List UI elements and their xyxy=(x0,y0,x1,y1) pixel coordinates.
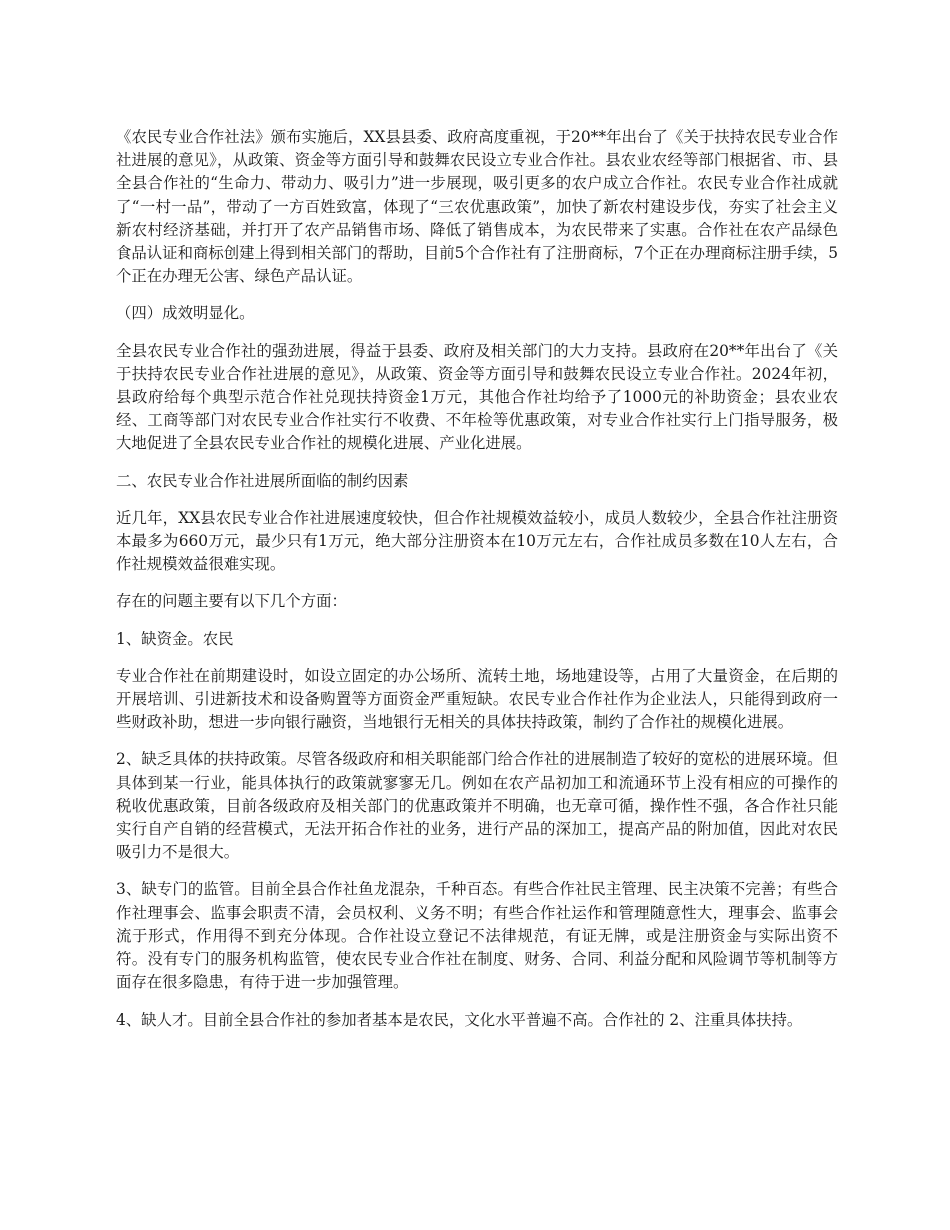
item-lack-of-talent: 4、缺人才。目前全县合作社的参加者基本是农民，文化水平普遍不高。合作社的 2、注重具体扶持。 xyxy=(116,1010,803,1029)
document-page xyxy=(116,126,838,1046)
paragraph-government-support: 全县农民专业合作社的强劲进展，得益于县委、政府及相关部门的大力支持。县政府在20**年出台了《关于扶持农民专业合作社进展的意见》，从政策、资金等方面引导和鼓舞农民设立专业合作社。2024年初，县政府给每个典型示范合作社兑现扶持资金1万元，其他合作社均给予了1000元的补助资金；县农业农经、工商等部门对农民专业合作社实行不收费、不年检等优惠政策，对专业合作社实行上门指导服务，极大地促进了全县农民专业合作社的规模化进展、产业化进展。 xyxy=(116,341,838,453)
paragraph-scale-issues: 近几年，XX县农民专业合作社进展速度较快，但合作社规模效益较小，成员人数较少，全县合作社注册资本最多为660万元，最少只有1万元，绝大部分注册资本在10万元左右，合作社成员多数在10人左右，合作社规模效益很难实现。 xyxy=(116,508,838,574)
item-lack-of-supervision: 3、缺专门的监管。目前全县合作社鱼龙混杂，千种百态。有些合作社民主管理、民主决策不完善；有些合作社理事会、监事会职责不清，会员权利、义务不明；有些合作社运作和管理随意性大，理事会、监事会流于形式，作用得不到充分体现。合作社设立登记不法律规范，有证无牌，或是注册资金与实际出资不符。没有专门的服务机构监管，使农民专业合作社在制度、财务、合同、利益分配和风险调节等机制等方面存在很多隐患，有待于进一步加强管理。 xyxy=(116,880,838,992)
paragraph-problems-intro: 存在的问题主要有以下几个方面： xyxy=(116,592,347,611)
item-lack-of-funds-heading: 1、缺资金。农民 xyxy=(116,629,234,648)
paragraph-law-implementation: 《农民专业合作社法》颁布实施后，XX县县委、政府高度重视，于20**年出台了《关于扶持农民专业合作社进展的意见》，从政策、资金等方面引导和鼓舞农民设立专业合作社。县农业农经等部门根据省、市、县 全县合作社的“生命力、带动力、吸引力”进一步展现，吸引更多的农户成立合作社。农民专业合作社成就了“一村一品”，带动了一方百姓致富，体现了“三农优惠政策”，加快了新农村建设步伐，夯实了社会主义新农村经济基础，并打开了农产品销售市场、降低了销售成本，为农民带来了实惠。合作社在农产品绿色食品认证和商标创建上得到相关部门的帮助，目前5个合作社有了注册商标，7个正在办理商标注册手续，5个正在办理无公害、绿色产品认证。 xyxy=(116,128,838,286)
section-heading-effectiveness: （四）成效明显化。 xyxy=(116,304,255,323)
paragraph-lack-of-funds: 专业合作社在前期建设时，如设立固定的办公场所、流转土地，场地建设等，占用了大量资金，在后期的开展培训、引进新技术和设备购置等方面资金严重短缺。农民专业合作社作为企业法人，只能得到政府一些财政补助，想进一步向银行融资，当地银行无相关的具体扶持政策，制约了合作社的规模化进展。 xyxy=(116,666,838,732)
item-lack-of-policy: 2、缺乏具体的扶持政策。尽管各级政府和相关职能部门给合作社的进展制造了较好的宽松的进展环境。但具体到某一行业，能具体执行的政策就寥寥无几。例如在农产品初加工和流通环节上没有相应的可操作的税收优惠政策，目前各级政府及相关部门的优惠政策并不明确，也无章可循，操作性不强，各合作社只能实行自产自销的经营模式，无法开拓合作社的业务，进行产品的深加工，提高产品的附加值，因此对农民吸引力不是很大。 xyxy=(116,750,838,862)
section-heading-constraints: 二、农民专业合作社进展所面临的制约因素 xyxy=(116,471,409,490)
